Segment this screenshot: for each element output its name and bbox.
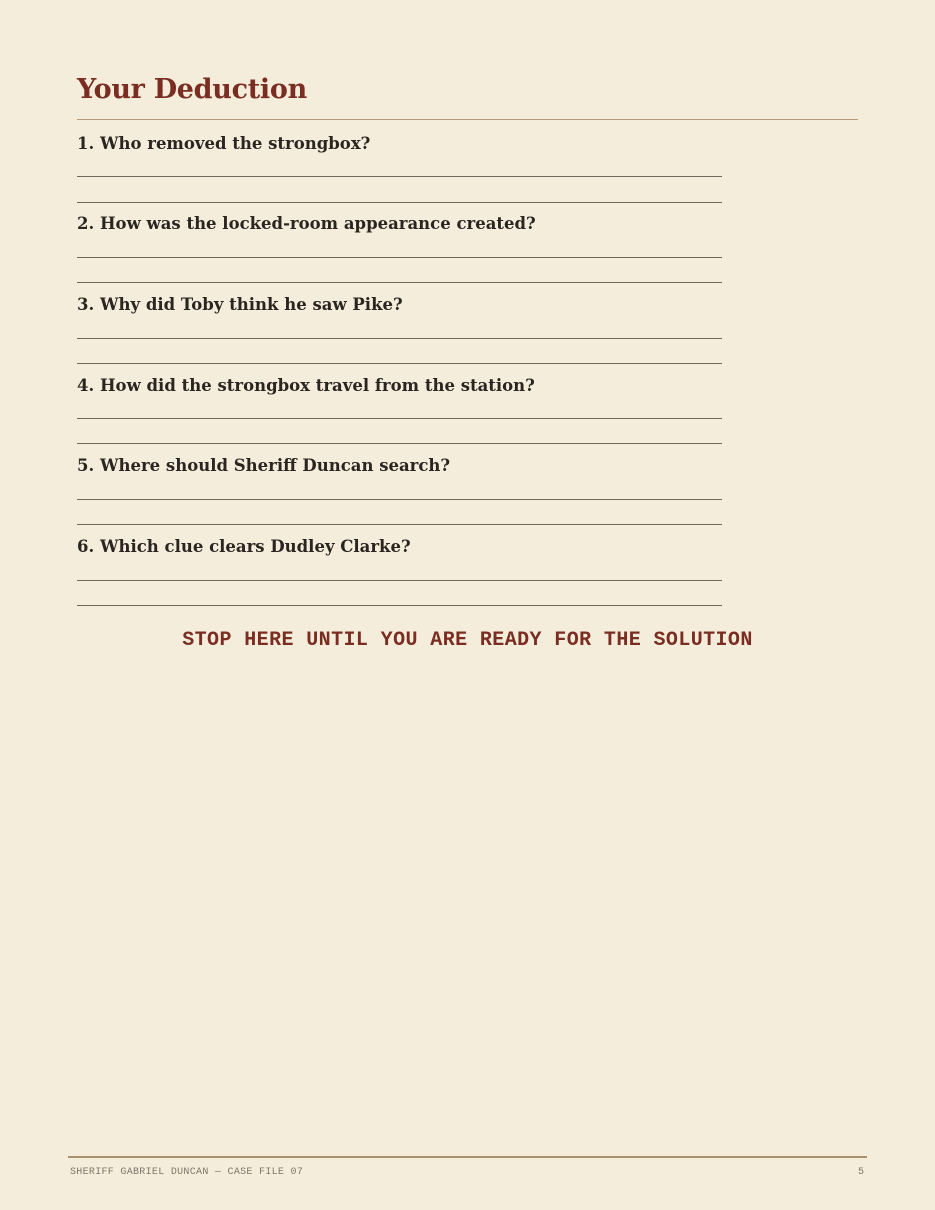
footer-divider [68, 1156, 867, 1158]
question-5 [77, 456, 722, 476]
question-text: 5. Where should Sheriff Duncan search? [77, 456, 451, 475]
question-text: 4. How did the strongbox travel from the station? [77, 376, 535, 395]
page-title: Your Deduction [77, 74, 307, 105]
page-number: 5 [857, 1167, 864, 1178]
answer-line[interactable] [77, 418, 722, 419]
stop-banner: STOP HERE UNTIL YOU ARE READY FOR THE SOLUTION [182, 629, 753, 652]
question-6 [77, 537, 722, 557]
question-2 [77, 214, 722, 234]
answer-line[interactable] [77, 605, 722, 606]
answer-line[interactable] [77, 524, 722, 525]
question-text: 1. Who removed the strongbox? [77, 134, 371, 153]
answer-line[interactable] [77, 282, 722, 283]
question-text: 6. Which clue clears Dudley Clarke? [77, 537, 411, 556]
answer-line[interactable] [77, 257, 722, 258]
answer-line[interactable] [77, 176, 722, 177]
answer-line[interactable] [77, 443, 722, 444]
question-text: 2. How was the locked-room appearance created? [77, 214, 536, 233]
title-divider [77, 119, 858, 120]
answer-line[interactable] [77, 580, 722, 581]
question-3 [77, 295, 722, 315]
question-text: 3. Why did Toby think he saw Pike? [77, 295, 403, 314]
answer-line[interactable] [77, 202, 722, 203]
answer-line[interactable] [77, 338, 722, 339]
footer-case-label: SHERIFF GABRIEL DUNCAN — CASE FILE 07 [70, 1167, 304, 1178]
answer-line[interactable] [77, 363, 722, 364]
question-4 [77, 376, 722, 396]
answer-line[interactable] [77, 499, 722, 500]
question-1 [77, 134, 722, 154]
